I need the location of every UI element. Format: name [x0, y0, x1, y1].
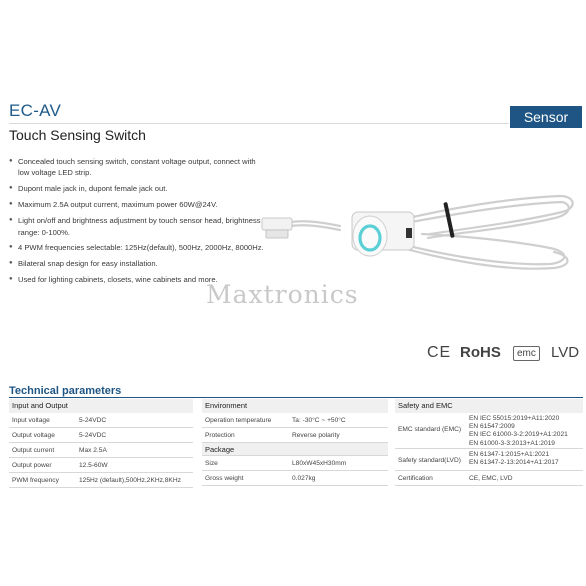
feature-item: ● Dupont male jack in, dupont female jack out. [9, 183, 269, 194]
lvd-mark-icon: LVD [551, 344, 580, 361]
product-photo [250, 178, 580, 288]
row-value: CE, EMC, LVD [469, 475, 513, 482]
row-key: Protection [205, 432, 235, 439]
table-row [9, 473, 193, 488]
emc-mark-icon: emc [513, 346, 540, 361]
product-name: Touch Sensing Switch [9, 127, 146, 143]
row-key: Operation temperature [205, 417, 272, 424]
table-row [202, 413, 388, 428]
dupont-jack-icon [262, 218, 292, 238]
standard-value: EN 61347-1:2015+A1:2021 [469, 451, 550, 458]
row-value: 0.027kg [292, 475, 316, 482]
table-row [9, 428, 193, 443]
feature-item: ● Light on/off and brightness adjustment by touch sensor head, brightness range: 0-100%. [9, 215, 269, 238]
environment-table [202, 399, 388, 486]
row-key: Gross weight [205, 475, 244, 482]
row-key: Size [205, 460, 218, 467]
table-row [202, 471, 388, 486]
table-row [395, 449, 583, 471]
touch-sensor-head [352, 212, 414, 256]
feature-list [9, 156, 269, 290]
ce-mark-icon: CE [427, 344, 452, 361]
emc-standards [469, 415, 568, 448]
table-row [202, 456, 388, 471]
row-value: 12.5-60W [79, 462, 108, 469]
input-output-table [9, 399, 193, 488]
row-key: Input voltage [12, 417, 50, 424]
input-output-heading: Input and Output [9, 399, 193, 413]
model-number: EC-AV [9, 101, 62, 120]
standard-value: EN 61000-3-3:2013+A1:2019 [469, 439, 555, 447]
environment-heading: Environment [202, 399, 388, 413]
table-row [9, 458, 193, 473]
table-row [202, 428, 388, 443]
standard-value: EN IEC 55015:2019+A11:2020 [469, 415, 560, 422]
standard-value: EN IEC 61000-3-2:2019+A1:2021 [469, 431, 568, 439]
header-divider [9, 123, 509, 124]
row-value: L80xW45xH30mm [292, 460, 347, 467]
table-row [9, 443, 193, 458]
row-key: PWM frequency [12, 477, 59, 484]
feature-item: ● Maximum 2.5A output current, maximum power 60W@24V. [9, 199, 269, 210]
row-key: EMC standard (EMC) [398, 426, 462, 433]
row-value: 5-24VDC [79, 432, 107, 439]
safety-emc-table [395, 399, 583, 486]
safety-emc-heading: Safety and EMC [395, 399, 583, 413]
row-key: Output current [12, 447, 55, 454]
certification-logos [427, 344, 586, 366]
row-key: Output power [12, 462, 52, 469]
feature-item: ● Used for lighting cabinets, closets, wine cabinets and more. [9, 274, 269, 285]
rohs-mark-icon: RoHS [460, 344, 501, 361]
feature-item: ● 4 PWM frequencies selectable: 125Hz(default), 500Hz, 2000Hz, 8000Hz. [9, 242, 269, 253]
package-heading: Package [202, 443, 388, 456]
row-value: Max 2.5A [79, 447, 107, 454]
category-tag: Sensor [510, 106, 582, 128]
row-value: Ta: -30°C ~ +50°C [292, 417, 346, 424]
row-key: Safety standard(LVD) [398, 457, 461, 464]
lvd-standards [469, 451, 559, 467]
row-key: Output voltage [12, 432, 55, 439]
feature-item: ● Concealed touch sensing switch, constant voltage output, connect with low voltage LED strip. [9, 156, 269, 179]
table-row [395, 413, 583, 449]
standard-value: EN 61347-2-13:2014+A1:2017 [469, 459, 559, 467]
technical-parameters-title: Technical parameters [9, 385, 122, 397]
technical-divider [9, 397, 583, 398]
table-row [395, 471, 583, 486]
row-value: Reverse polarity [292, 432, 340, 439]
watermark: Maxtronics [206, 280, 359, 309]
row-value: 125Hz (default),500Hz,2KHz,8KHz [79, 477, 181, 484]
row-value: 5-24VDC [79, 417, 107, 424]
row-key: Certification [398, 475, 433, 482]
table-row [9, 413, 193, 428]
feature-item: ● Bilateral snap design for easy installation. [9, 258, 269, 269]
standard-value: EN 61547:2009 [469, 423, 515, 431]
